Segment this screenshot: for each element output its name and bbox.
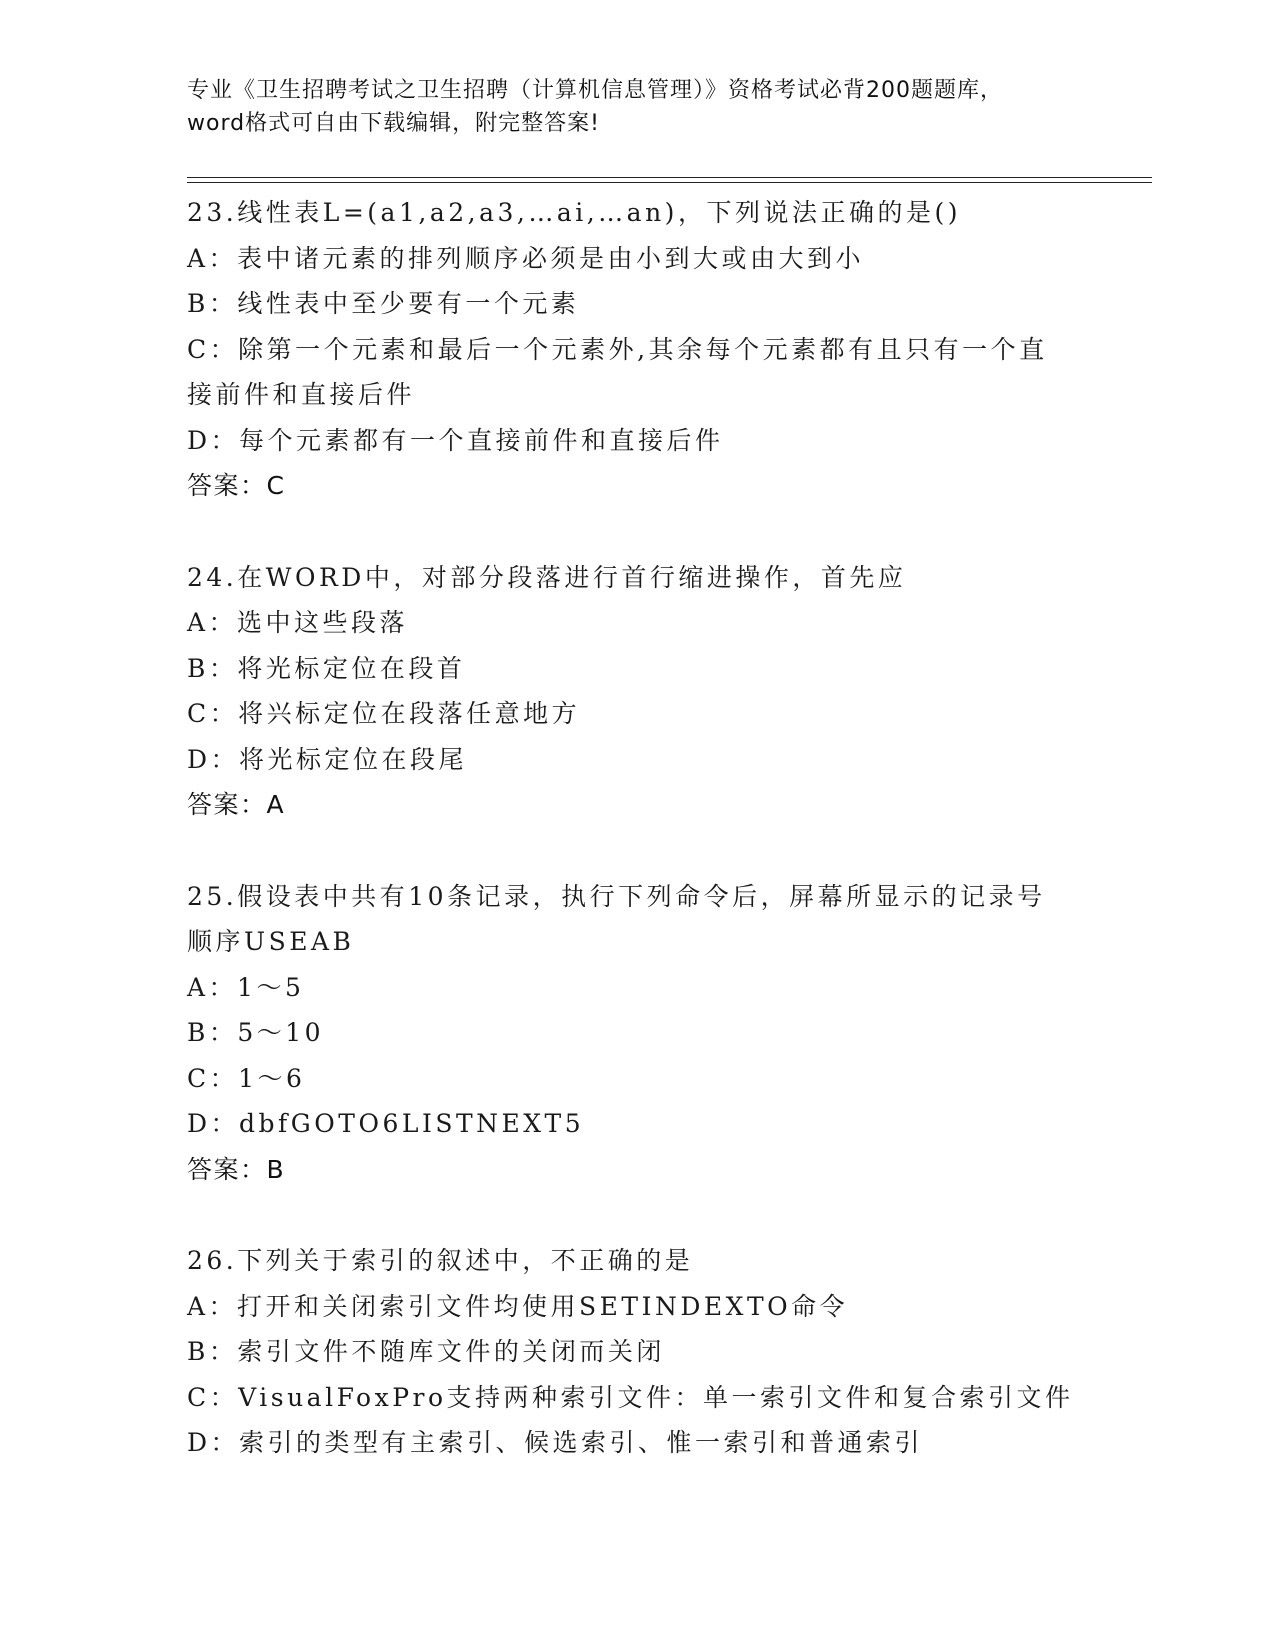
header-divider-bottom [187,182,1152,183]
option-c: C：除第一个元素和最后一个元素外,其余每个元素都有且只有一个直 [187,334,1048,364]
question-24 [187,555,1067,828]
option-a: A：1～5 [187,972,305,1002]
option-b: B：将光标定位在段首 [187,653,466,683]
question-26 [187,1238,1074,1466]
question-23 [187,190,1067,509]
answer-label: 答案：A [187,790,286,819]
answer-label: 答案：B [187,1154,286,1184]
option-d: D：将光标定位在段尾 [187,744,468,774]
question-stem-continued: 顺序USEAB [187,927,355,956]
option-c: C：VisualFoxPro支持两种索引文件：单一索引文件和复合索引文件 [187,1382,1074,1412]
answer-label: 答案：C [187,471,286,500]
option-c-continued: 接前件和直接后件 [187,380,416,409]
option-a: A：选中这些段落 [187,608,409,637]
option-d: D：索引的类型有主索引、候选索引、惟一索引和普通索引 [187,1428,924,1457]
option-b: B：5～10 [187,1018,325,1047]
option-d: D：dbfGOTO6LISTNEXT5 [187,1109,585,1138]
document-header [187,74,1087,140]
option-b: B：索引文件不随库文件的关闭而关闭 [187,1337,665,1366]
question-stem: 26.下列关于索引的叙述中，不正确的是 [187,1246,694,1275]
option-c: C：1～6 [187,1063,306,1093]
option-b: B：线性表中至少要有一个元素 [187,289,580,318]
header-title-line-2: word格式可自由下载编辑，附完整答案! [187,111,600,136]
option-d: D：每个元素都有一个直接前件和直接后件 [187,425,724,455]
question-list [187,190,1074,1512]
option-a: A：表中诸元素的排列顺序必须是由小到大或由大到小 [187,243,865,273]
question-stem: 25.假设表中共有10条记录，执行下列命令后，屏幕所显示的记录号 [187,881,1046,911]
question-stem: 23.线性表L=(a1,a2,a3,…ai,…an)，下列说法正确的是() [187,198,961,227]
option-a: A：打开和关闭索引文件均使用SETINDEXTO命令 [187,1291,849,1321]
header-divider-top [187,177,1152,178]
question-25 [187,874,1067,1193]
header-title-line-1: 专业《卫生招聘考试之卫生招聘（计算机信息管理）》资格考试必背200题题库， [187,78,1003,103]
question-stem: 24.在WORD中，对部分段落进行首行缩进操作，首先应 [187,562,907,592]
option-c: C：将兴标定位在段落任意地方 [187,699,581,728]
